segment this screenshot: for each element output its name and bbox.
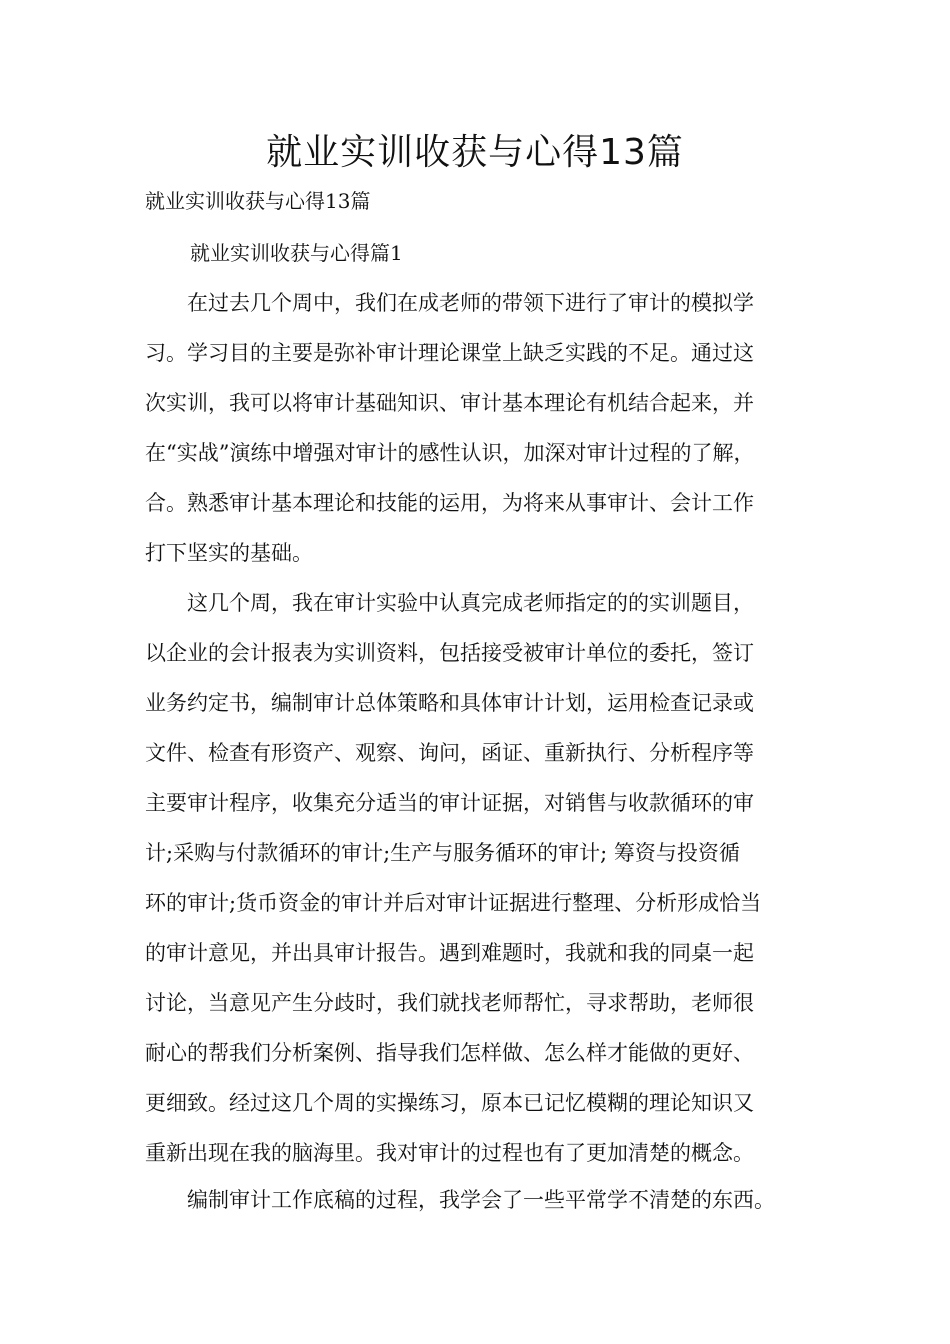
- paragraph-line: 在“实战”演练中增强对审计的感性认识，加深对审计过程的了解，: [145, 441, 755, 465]
- document-subtitle: 就业实训收获与心得13篇: [145, 189, 371, 213]
- paragraph-1: [145, 278, 835, 578]
- paragraph-line: 计;采购与付款循环的审计;生产与服务循环的审计; 筹资与投资循: [145, 841, 740, 865]
- section-heading: 就业实训收获与心得篇1: [190, 241, 403, 265]
- paragraph-line: 习。学习目的主要是弥补审计理论课堂上缺乏实践的不足。通过这: [145, 341, 754, 365]
- paragraph-2: [145, 578, 835, 1178]
- paragraph-line: 在过去几个周中，我们在成老师的带领下进行了审计的模拟学: [145, 291, 754, 315]
- paragraph-line: 这几个周，我在审计实验中认真完成老师指定的的实训题目，: [145, 591, 754, 615]
- paragraph-line: 重新出现在我的脑海里。我对审计的过程也有了更加清楚的概念。: [145, 1141, 754, 1165]
- paragraph-line: 环的审计;货币资金的审计并后对审计证据进行整理、分析形成恰当: [145, 891, 762, 915]
- paragraph-line: 主要审计程序，收集充分适当的审计证据，对销售与收款循环的审: [145, 791, 754, 815]
- paragraph-line: 合。熟悉审计基本理论和技能的运用，为将来从事审计、会计工作: [145, 491, 754, 515]
- paragraph-line: 打下坚实的基础。: [145, 541, 313, 565]
- paragraph-line: 编制审计工作底稿的过程，我学会了一些平常学不清楚的东西。: [145, 1188, 775, 1212]
- paragraph-line: 文件、检查有形资产、观察、询问，函证、重新执行、分析程序等: [145, 741, 754, 765]
- paragraph-line: 业务约定书，编制审计总体策略和具体审计计划，运用检查记录或: [145, 691, 754, 715]
- paragraph-line: 更细致。经过这几个周的实操练习，原本已记忆模糊的理论知识又: [145, 1091, 754, 1115]
- paragraph-line: 以企业的会计报表为实训资料，包括接受被审计单位的委托，签订: [145, 641, 754, 665]
- paragraph-line: 讨论，当意见产生分歧时，我们就找老师帮忙，寻求帮助，老师很: [145, 991, 754, 1015]
- paragraph-line: 耐心的帮我们分析案例、指导我们怎样做、怎么样才能做的更好、: [145, 1041, 754, 1065]
- paragraph-line: 的审计意见，并出具审计报告。遇到难题时，我就和我的同桌一起: [145, 941, 754, 965]
- paragraph-3: [145, 1175, 835, 1225]
- paragraph-line: 次实训，我可以将审计基础知识、审计基本理论有机结合起来，并: [145, 391, 754, 415]
- document-title: 就业实训收获与心得13篇: [266, 132, 684, 173]
